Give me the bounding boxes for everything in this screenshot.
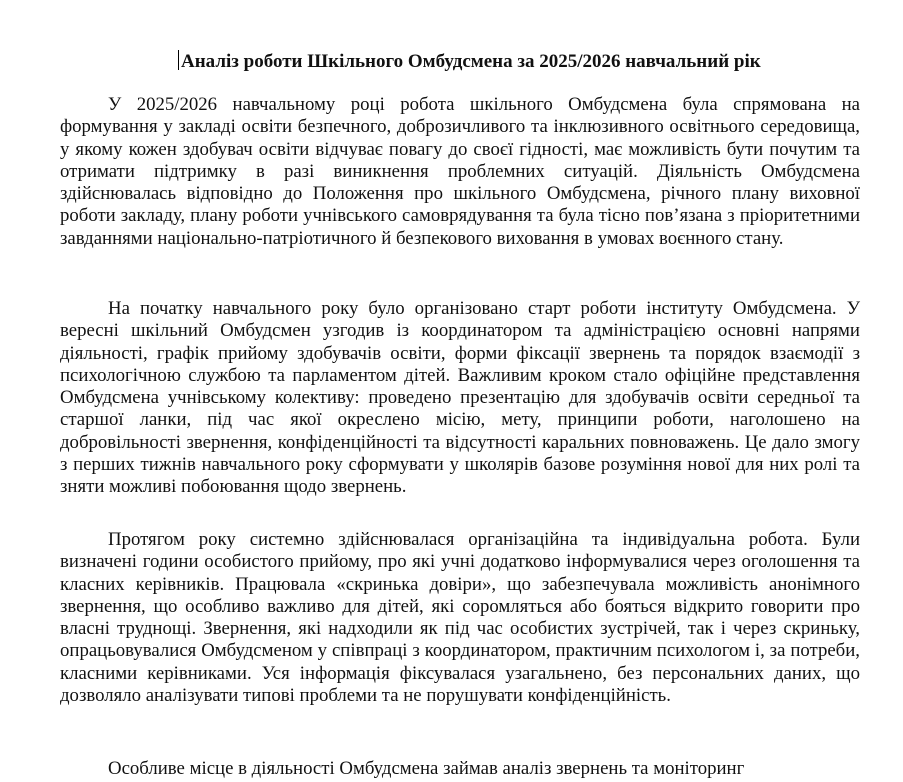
paragraph-1: У 2025/2026 навчальному році робота шкільного Омбудсмена була спрямована на формування у закладі освіти безпечного, доброзичливого та інклюзивного освітнього середовища, у якому кожен здобувач освіти відчуває повагу до своєї гідності, має можливість бути почутим та отримати підтримку в разі виникнення проблемних ситуацій. Діяльність Омбудсмена здійснювалась відповідно до Положення про шкільного Омбудсмена, річного плану виховної роботи закладу, плану роботи учнівського самоврядування та була тісно пов’язана з пріоритетними завданнями національно-патріотичного й безпекового виховання в умовах воєнного стану. (60, 94, 860, 249)
text-cursor (178, 50, 179, 70)
paragraph-3: Протягом року системно здійснювалася організаційна та індивідуальна робота. Були визначені години особистого прийому, про які учні додатково інформувалися через оголошення та класних керівників. Працювала «скринька довіри», що забезпечувала можливість анонімного звернення, що особливо важливо для дітей, які соромляться або бояться відкрито говорити про власні труднощі. Звернення, які надходили як під час особистих зустрічей, так і через скриньку, опрацьовувалися Омбудсменом у співпраці з координатором, практичним психологом і, за потреби, класними керівниками. Уся інформація фіксувалася узагальнено, без персональних даних, що дозволяло аналізувати типові проблеми та не порушувати конфіденційність. (60, 529, 860, 707)
document-title-line (178, 50, 761, 73)
document-title: Аналіз роботи Шкільного Омбудсмена за 2025/2026 навчальний рік (181, 51, 761, 72)
paragraph-2: На початку навчального року було організовано старт роботи інституту Омбудсмена. У вересні шкільний Омбудсмен узгодив із координатором та адміністрацією основні напрями діяльності, графік прийому здобувачів освіти, форми фіксації звернень та порядок взаємодії з психологічною службою та парламентом дітей. Важливим кроком стало офіційне представлення Омбудсмена учнівському колективу: проведено презентацію для здобувачів освіти середньої та старшої ланки, під час якої окреслено місію, мету, принципи роботи, наголошено на добровільності звернення, конфіденційності та відсутності каральних повноважень. Це дало змогу з перших тижнів навчального року сформувати у школярів базове розуміння нової для них ролі та зняти можливі побоювання щодо звернень. (60, 298, 860, 498)
paragraph-4: Особливе місце в діяльності Омбудсмена займав аналіз звернень та моніторинг (108, 758, 745, 779)
